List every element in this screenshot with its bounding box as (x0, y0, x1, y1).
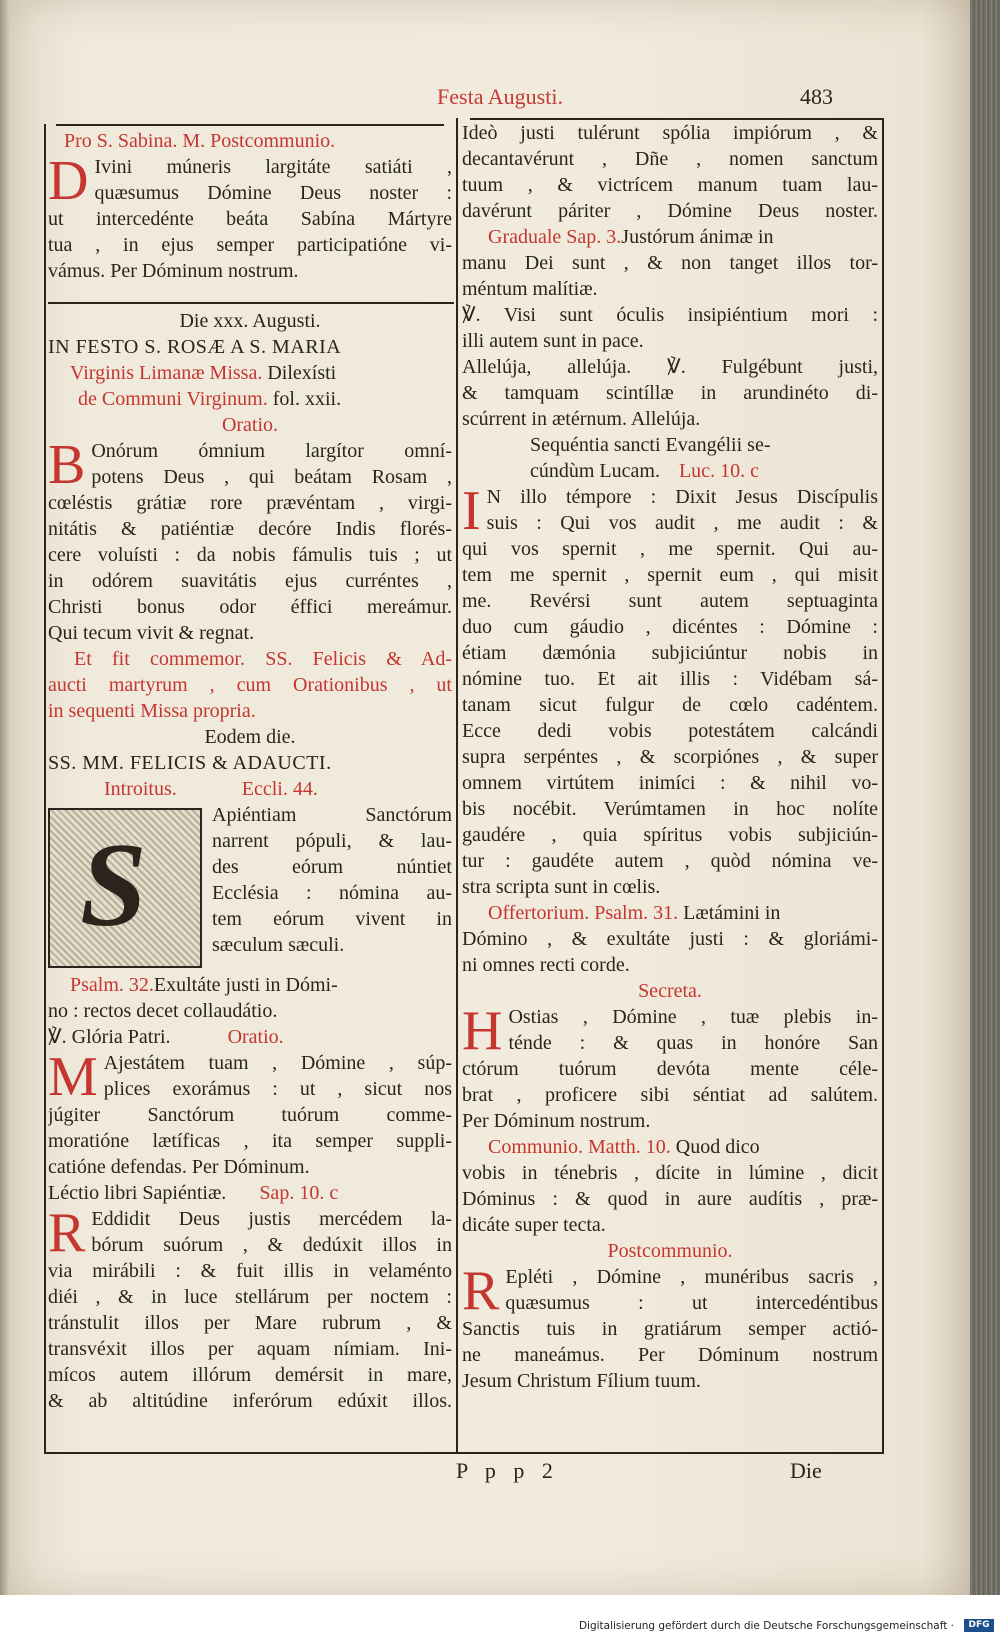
commemoration-line: in sequenti Missa propria. (48, 700, 256, 722)
text-line: bórum suórum , & dedúxit illos in (91, 1234, 452, 1256)
sequentia-text: cúndùm Lucam. (530, 460, 660, 482)
text-line: cœléstis grátiæ rore prævéntam , virgi- (48, 492, 452, 514)
text-line: nitátis & patiéntiæ decóre Indis florés- (48, 518, 452, 540)
text-line: moratióne lætíficas , ita semper suppli- (48, 1130, 452, 1152)
introitus-ref: Eccli. 44. (241, 778, 318, 800)
eodem-line: Eodem die. (204, 726, 296, 748)
communio-text: Quod dico (675, 1136, 760, 1158)
woodcut-letter: S (80, 818, 147, 951)
signature-mark: P p p 2 (456, 1458, 559, 1483)
bottom-rule (44, 1452, 884, 1454)
rubric-text: de Communi Virginum. (78, 388, 268, 410)
introitus-block (48, 802, 452, 972)
sequentia-ref: Luc. 10. c (678, 460, 759, 482)
text-line: quæsumus : ut intercedéntibus (505, 1292, 878, 1314)
postcommunio-block (48, 150, 452, 284)
text-line: dicáte super tecta. (462, 1214, 606, 1236)
offertorium-label: Offertorium. Psalm. 31. (488, 902, 679, 924)
drop-cap: D (48, 150, 89, 212)
text-line: Ostias , Dómine , tuæ plebis in- (508, 1006, 878, 1028)
rubric-text: Virginis Limanæ Missa. (70, 362, 263, 384)
text-line: davérunt páriter , Dómine Deus noster. (462, 200, 878, 222)
text-line: tur : gaudéte autem , quòd nómina ve- (462, 850, 878, 872)
text-line: N illo témpore : Dixit Jesus Discípulis (486, 486, 878, 508)
feast-title: IN FESTO S. ROSÆ A S. MARIA (48, 336, 342, 358)
text-line: ni omnes recti corde. (462, 954, 630, 976)
binding-edge (0, 0, 10, 1636)
psalm-line (48, 972, 452, 998)
text-line: vámus. Per Dóminum nostrum. (48, 260, 299, 282)
saints-title: SS. MM. FELICIS & ADAUCTI. (48, 752, 332, 774)
text-line: duo cum gáudio , dicéntes : Dómine : (462, 616, 878, 638)
text-line: catióne defendas. Per Dóminum. (48, 1156, 310, 1178)
text-line: Ajestátem tuam , Dómine , súp- (103, 1052, 452, 1074)
text-line: Ecclésia : nómina au- (212, 882, 452, 904)
text-line: méntum malítiæ. (462, 278, 598, 300)
text-line: ne maneámus. Per Dóminum nostrum (462, 1344, 878, 1366)
introitus-rubric (48, 776, 452, 802)
credit-text: Digitalisierung gefördert durch die Deutsche Forschungsgemeinschaft · (578, 1620, 954, 1632)
lectio-line (48, 1180, 452, 1206)
drop-cap: R (48, 1202, 86, 1264)
introitus-label: Introitus. (104, 778, 177, 800)
versicle-line: ℣. Visi sunt óculis insipiéntium mori : (462, 304, 878, 326)
commemoration-line: Et fit commemor. SS. Felicis & Ad- (74, 648, 452, 670)
text-line: Christi bonus odor éffici mereámur. (48, 596, 452, 618)
alleluia-line: Allelúja, allelúja. ℣. Fulgébunt justi, (462, 356, 878, 378)
text-line: tanam sicut fulgur de cœlo cadéntem. (462, 694, 878, 716)
dfg-logo: DFG (964, 1619, 994, 1632)
text-line: tua , in ejus semper participatióne vi- (48, 234, 452, 256)
text-line: qui vos spernit , me spernit. Qui au- (462, 538, 878, 560)
text-line: cere voluísti : da nobis fámulis tuis ; ut (48, 544, 452, 566)
drop-cap: H (462, 1000, 503, 1062)
oratio2-heading: Oratio. (227, 1026, 284, 1048)
graduale-line (462, 224, 878, 250)
secreta-block (462, 1000, 878, 1134)
text-line: Dómino , & exultáte justi : & gloriámi- (462, 928, 878, 950)
text-line: Per Dóminum nostrum. (462, 1110, 651, 1132)
text-line: Jesum Christum Fílium tuum. (462, 1370, 701, 1392)
text-line: des eórum núntiet (212, 856, 452, 878)
text-line: potens Deus , qui beátam Rosam , (91, 466, 452, 488)
right-border (882, 118, 884, 1454)
text-line: Dóminus : & quod in aure audítis , præ- (462, 1188, 878, 1210)
psalm-ref: Psalm. 32. (70, 974, 154, 996)
text-line: Ivini múneris largitáte satiáti , (94, 156, 452, 178)
fore-edge (970, 0, 1000, 1595)
text-line: Ideò justi tulérunt spólia impiórum , & (462, 122, 878, 144)
top-rule (56, 124, 444, 126)
text-line: stra scripta sunt in cœlis. (462, 876, 661, 898)
text-line: manu Dei sunt , & non tanget illos tor- (462, 252, 878, 274)
date-line: Die xxx. Augusti. (179, 310, 321, 332)
text-line: nómine tuo. Et ait illis : Vidébam sá- (462, 668, 878, 690)
text-line: Onórum ómnium largítor omní- (91, 440, 452, 462)
column-divider (456, 118, 458, 1453)
communio-label: Communio. Matth. 10. (488, 1136, 671, 1158)
text-line: decantavérunt , Dñe , nomen sanctum (462, 148, 878, 170)
text-line: scúrrent in ætérnum. Allelúja. (462, 408, 701, 430)
text-line: ctórum tuórum devóta mente céle- (462, 1058, 878, 1080)
text-line: bis nocébit. Verúmtamen in hoc nolíte (462, 798, 878, 820)
text-line: júgiter Sanctórum tuórum comme- (48, 1104, 452, 1126)
catchword: Die (790, 1458, 822, 1483)
text-line: mícos autem illórum demérsit in mare, (48, 1364, 452, 1386)
text-line: étiam dæmónia subjiciúntur nobis in (462, 642, 878, 664)
postcommunio-heading: Postcommunio. (607, 1240, 733, 1262)
sequentia-line-2 (462, 458, 878, 484)
right-column (462, 120, 878, 1394)
text-line: Ecce dedi vobis potestátem calcándi (462, 720, 878, 742)
text-line: tem eórum vivent in (212, 908, 452, 930)
drop-cap: M (48, 1046, 98, 1108)
text-line: tránstulit illos per Mare rubrum , & (48, 1312, 452, 1334)
text-line: vobis in ténebris , dícite in lúmine , dicit (462, 1162, 878, 1184)
gloria-line (48, 1024, 452, 1050)
text-line: sæculum sæculi. (212, 934, 345, 956)
text-line: Epléti , Dómine , munéribus sacris , (505, 1266, 878, 1288)
text-line: tem me spernit , spernit eum , qui misit (462, 564, 878, 586)
running-head: Festa Augusti. (437, 84, 563, 109)
text-line: omnem virtútem inimíci : & nihil vo- (462, 772, 878, 794)
sequentia-line (462, 432, 878, 458)
secreta-heading: Secreta. (638, 980, 702, 1002)
text-line: & tamquam scintíllæ in arundinéto di- (462, 382, 878, 404)
commemoration-line: aucti martyrum , cum Orationibus , ut (48, 674, 452, 696)
left-column (48, 128, 452, 1414)
text-line: ténde : & quas in honóre San (508, 1032, 878, 1054)
sequentia-label: Sequéntia sancti Evangélii se- (530, 434, 771, 456)
folio-ref: fol. xxii. (272, 388, 342, 410)
woodcut-initial (48, 808, 202, 968)
offertorium-line (462, 900, 878, 926)
text-line: ut intercedénte beáta Sabína Mártyre (48, 208, 452, 230)
text-line: diéi , & in luce stellárum per noctem : (48, 1286, 452, 1308)
text-line: narrent pópuli, & lau- (212, 830, 452, 852)
text-line: illi autem sunt in pace. (462, 330, 644, 352)
communio-line (462, 1134, 878, 1160)
text-line: gaudére , quia spíritus vobis subjiciún- (462, 824, 878, 846)
drop-cap: B (48, 434, 86, 496)
oratio2-block (48, 1046, 452, 1180)
lectio-label: Léctio libri Sapiéntiæ. (48, 1182, 227, 1204)
text-line: & ab altitúdine inferórum edúxit illos. (48, 1390, 452, 1412)
postcommunio-block-right (462, 1260, 878, 1394)
text-line: via mirábili : & fuit illis in velaménto (48, 1260, 452, 1282)
rubric-postcommunio: Pro S. Sabina. M. Postcommunio. (64, 130, 336, 152)
drop-cap: R (462, 1260, 500, 1322)
lectio-ref: Sap. 10. c (259, 1182, 339, 1204)
drop-cap: I (462, 480, 481, 542)
text-line: Sanctis tuis in gratiárum semper actió- (462, 1318, 878, 1340)
text-line: quæsumus Dómine Deus noster : (94, 182, 452, 204)
text-line: brat , proficere sibi séntiat ad salútem. (462, 1084, 878, 1106)
text-line: suis : Qui vos audit , me audit : & (486, 512, 878, 534)
text-line: plices exorámus : ut , sicut nos (103, 1078, 452, 1100)
text-line: Eddidit Deus justis mercédem la- (91, 1208, 452, 1230)
graduale-text: Justórum ánimæ in (621, 226, 774, 248)
text-line: Apiéntiam Sanctórum (212, 804, 452, 826)
page-number: 483 (800, 84, 833, 109)
text-line: me. Revérsi sunt autem septuaginta (462, 590, 878, 612)
text-line: transvéxit illos per aquam nímiam. Ini- (48, 1338, 452, 1360)
gloria-text: ℣. Glória Patri. (48, 1026, 171, 1048)
text-line: tuum , & victrícem manum tuam lau- (462, 174, 878, 196)
incipit-text: Dilexísti (267, 362, 337, 384)
left-border (44, 124, 46, 1454)
text-line: Qui tecum vivit & regnat. (48, 622, 255, 644)
oratio-heading: Oratio. (221, 414, 279, 436)
feast-rubric (48, 360, 452, 386)
oratio-block (48, 434, 452, 646)
graduale-label: Graduale Sap. 3. (488, 226, 622, 248)
text-line: in odórem suavitátis ejus curréntes , (48, 570, 452, 592)
psalm-text: Exultáte justi in Dómi- (153, 974, 338, 996)
text-line: supra serpéntes , & scorpiónes , & super (462, 746, 878, 768)
lectio-block (48, 1202, 452, 1414)
gospel-block (462, 480, 878, 900)
feast-rubric-2 (48, 386, 452, 412)
offertorium-text: Lætámini in (683, 902, 781, 924)
text-line: no : rectos decet collaudátio. (48, 1000, 278, 1022)
